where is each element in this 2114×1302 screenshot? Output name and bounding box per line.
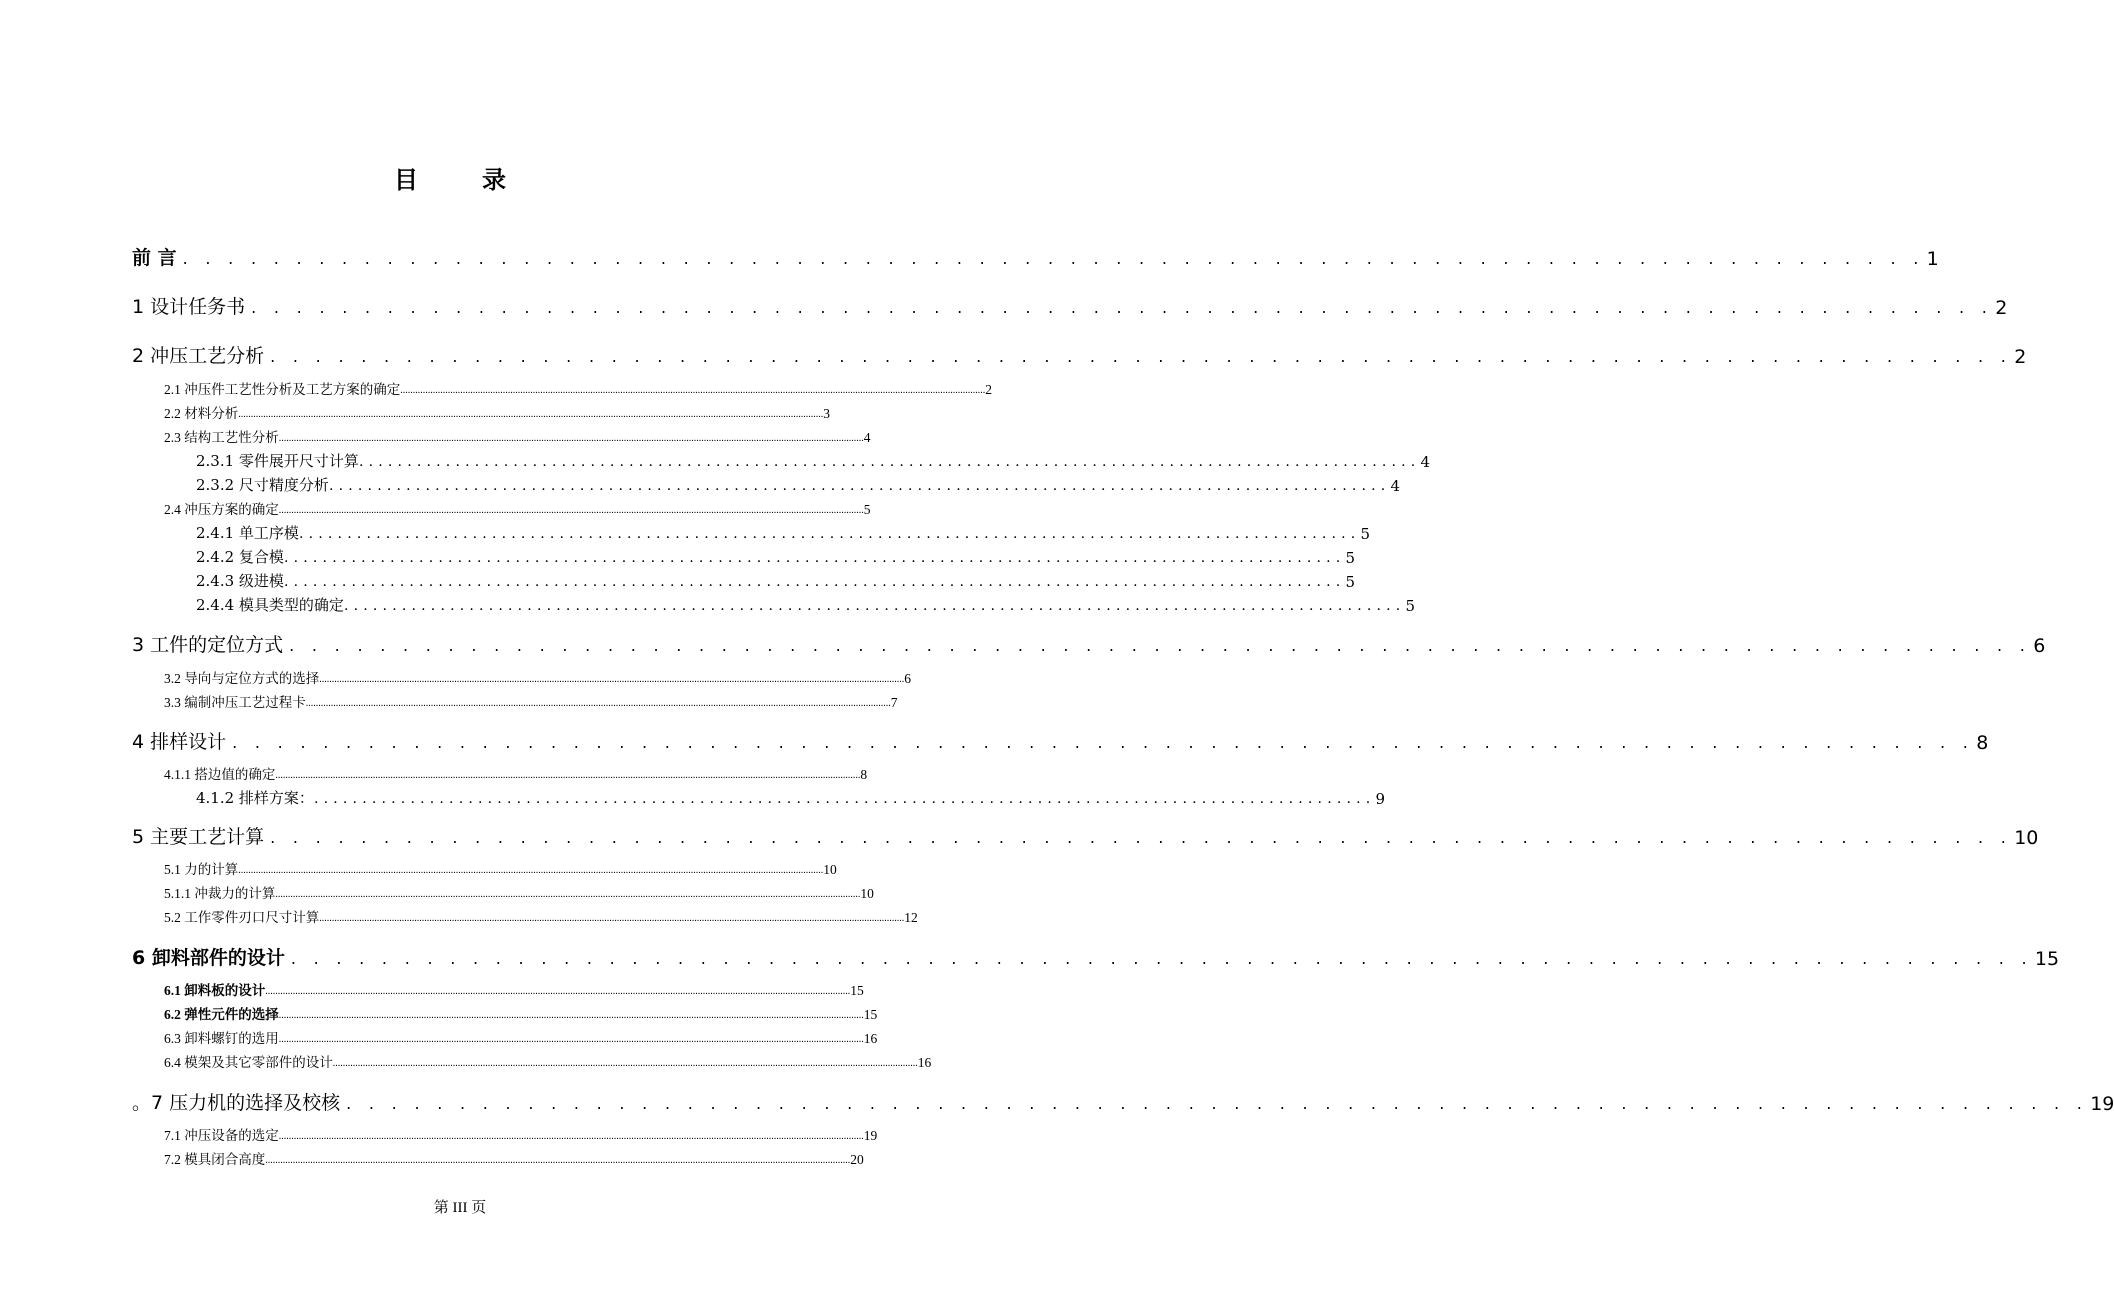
toc-entry-page: 6 <box>904 671 911 686</box>
toc-entry-page: 2 <box>1995 297 2008 319</box>
toc-entry-label: 3 工件的定位方式 <box>132 634 284 656</box>
toc-entry-label: 6.1 卸料板的设计 <box>164 983 266 998</box>
toc-entry-section-2-4[interactable] <box>164 498 871 518</box>
toc-entry-page: 5 <box>1405 597 1416 615</box>
dot-leader: .............................................................................................................. <box>358 454 1421 470</box>
toc-entry-section-5-2[interactable] <box>164 906 918 926</box>
toc-entry-section-3-2[interactable] <box>164 667 911 687</box>
dot-leader: .......................................................................................................................................................................................................................................... <box>278 1034 864 1045</box>
toc-entry-label: 2.2 材料分析 <box>164 406 239 421</box>
toc-entry-label: 前 言 <box>132 247 177 269</box>
toc-entry-label: 2.4.2 复合模 <box>196 548 284 566</box>
toc-entry-page: 7 <box>890 695 898 710</box>
toc-entry-section-4-1-1[interactable] <box>164 763 868 783</box>
toc-entry-label: 2.3 结构工艺性分析 <box>164 430 279 445</box>
toc-entry-subsection-2-4-1[interactable] <box>196 521 1371 543</box>
toc-entry-preface[interactable] <box>132 240 1939 270</box>
toc-entry-section-6-4[interactable] <box>164 1051 932 1071</box>
toc-entry-page: 5 <box>863 502 871 517</box>
toc-entry-page: 2 <box>985 382 992 397</box>
dot-leader: . . . . . . . . . . . . . . . . . . . . . . . . . . . . . . . . . . . . . . . . . . . . . . . . . . . . . . . . . . . . . . . . . . . . . . . . . . . . . <box>232 733 1975 752</box>
toc-entry-label: 5 主要工艺计算 <box>132 826 265 848</box>
toc-entry-label: 2.4 冲压方案的确定 <box>164 502 279 517</box>
toc-entry-section-6-2[interactable] <box>164 1003 878 1023</box>
toc-entry-page: 16 <box>917 1055 932 1070</box>
dot-leader: .......................................................................................................................................................................................................................................... <box>319 674 905 685</box>
toc-entry-page: 5 <box>1345 549 1356 567</box>
toc-entry-label: 4.1.2 排样方案： <box>196 789 314 807</box>
toc-entry-section-5-1-1[interactable] <box>164 882 874 902</box>
toc-entry-label: 7.2 模具闭合高度 <box>164 1152 266 1167</box>
toc-entry-label: 6.4 模架及其它零部件的设计 <box>164 1055 333 1070</box>
dot-leader: .......................................................................................................................................................................................................................................... <box>238 409 824 420</box>
toc-entry-page: 19 <box>863 1128 878 1143</box>
dot-leader: .............................................................................................................. <box>313 791 1376 807</box>
toc-entry-label: 7.1 冲压设备的选定 <box>164 1128 279 1143</box>
toc-entry-page: 10 <box>860 886 874 901</box>
toc-entry-page: 8 <box>860 767 868 782</box>
toc-entry-label: 2 冲压工艺分析 <box>132 345 265 367</box>
toc-entry-page: 5 <box>1345 573 1356 591</box>
toc-entry-label: 2.4.4 模具类型的确定 <box>196 596 344 614</box>
toc-entry-page: 15 <box>2034 948 2060 970</box>
dot-leader: .......................................................................................................................................................................................................................................... <box>278 505 864 516</box>
dot-leader: .......................................................................................................................................................................................................................................... <box>265 986 851 997</box>
toc-entry-label: 5.1.1 冲裁力的计算 <box>164 886 276 901</box>
toc-entry-section-2-3[interactable] <box>164 426 871 446</box>
toc-entry-page: 5 <box>1360 525 1371 543</box>
toc-entry-label: 2.1 冲压件工艺性分析及工艺方案的确定 <box>164 382 401 397</box>
dot-leader: .......................................................................................................................................................................................................................................... <box>278 433 864 444</box>
toc-entry-label: 6.3 卸料螺钉的选用 <box>164 1031 279 1046</box>
toc-entry-section-6-1[interactable] <box>164 979 864 999</box>
dot-leader: .............................................................................................................. <box>283 550 1346 566</box>
page-title: 目 录 <box>394 166 526 194</box>
toc-entry-label: 6 卸料部件的设计 <box>132 947 285 969</box>
dot-leader: .......................................................................................................................................................................................................................................... <box>265 1155 851 1166</box>
toc-entry-page: 1 <box>1926 248 1939 270</box>
toc-entry-page: 16 <box>863 1031 878 1046</box>
toc-entry-section-7-2[interactable] <box>164 1148 864 1168</box>
toc-entry-section-5-1[interactable] <box>164 858 837 878</box>
toc-entry-label: 2.4.1 单工序模 <box>196 524 299 542</box>
toc-entry-page: 20 <box>850 1152 864 1167</box>
toc-entry-page: 4 <box>1390 477 1401 495</box>
toc-entry-page: 8 <box>1976 732 1989 754</box>
toc-entry-page: 4 <box>1420 453 1431 471</box>
toc-entry-page: 3 <box>823 406 830 421</box>
toc-entry-section-6-3[interactable] <box>164 1027 878 1047</box>
toc-entry-subsection-2-3-2[interactable] <box>196 473 1401 495</box>
toc-entry-chapter-2[interactable] <box>132 338 2027 368</box>
dot-leader: .......................................................................................................................................................................................................................................... <box>278 1131 864 1142</box>
toc-entry-page: 9 <box>1375 790 1386 808</box>
dot-leader: . . . . . . . . . . . . . . . . . . . . . . . . . . . . . . . . . . . . . . . . . . . . . . . . . . . . . . . . . . . . . . . . . . . . . . . . . . . . . <box>251 298 1994 317</box>
toc-entry-page: 15 <box>863 1007 878 1022</box>
toc-entry-chapter-1[interactable] <box>132 289 2008 319</box>
toc-entry-chapter-6[interactable] <box>132 940 2060 970</box>
dot-leader: .......................................................................................................................................................................................................................................... <box>278 1010 864 1021</box>
toc-entry-chapter-3[interactable] <box>132 627 2046 657</box>
toc-entry-subsection-2-4-2[interactable] <box>196 545 1356 567</box>
toc-entry-page: 10 <box>2014 827 2039 849</box>
toc-entry-label: 6.2 弹性元件的选择 <box>164 1007 279 1022</box>
dot-leader: . . . . . . . . . . . . . . . . . . . . . . . . . . . . . . . . . . . . . . . . . . . . . . . . . . . . . . . . . . . . . . . . . . . . . . . . . . . . . <box>290 949 2033 968</box>
toc-entry-label: 2.3.1 零件展开尺寸计算 <box>196 452 359 470</box>
toc-entry-page: 15 <box>850 983 864 998</box>
dot-leader: . . . . . . . . . . . . . . . . . . . . . . . . . . . . . . . . . . . . . . . . . . . . . . . . . . . . . . . . . . . . . . . . . . . . . . . . . . . . . <box>182 249 1925 268</box>
toc-entry-page: 2 <box>2014 346 2027 368</box>
dot-leader: .............................................................................................................. <box>298 526 1361 542</box>
toc-entry-label: 5.2 工作零件刃口尺寸计算 <box>164 910 320 925</box>
toc-entry-chapter-4[interactable] <box>132 724 1989 754</box>
dot-leader: . . . . . . . . . . . . . . . . . . . . . . . . . . . . . . . . . . . . . . . . . . . . . . . . . . . . . . . . . . . . . . . . . . . . . . . . . . . . . <box>346 1094 2089 1113</box>
dot-leader: . . . . . . . . . . . . . . . . . . . . . . . . . . . . . . . . . . . . . . . . . . . . . . . . . . . . . . . . . . . . . . . . . . . . . . . . . . . . . <box>270 828 2013 847</box>
toc-entry-label: 2.4.3 级进模 <box>196 572 284 590</box>
dot-leader: .............................................................................................................. <box>328 478 1391 494</box>
dot-leader: .......................................................................................................................................................................................................................................... <box>305 698 891 709</box>
dot-leader: . . . . . . . . . . . . . . . . . . . . . . . . . . . . . . . . . . . . . . . . . . . . . . . . . . . . . . . . . . . . . . . . . . . . . . . . . . . . . <box>289 636 2032 655</box>
dot-leader: .......................................................................................................................................................................................................................................... <box>275 770 861 781</box>
toc-entry-section-2-2[interactable] <box>164 402 830 422</box>
dot-leader: .............................................................................................................. <box>283 574 1346 590</box>
dot-leader: . . . . . . . . . . . . . . . . . . . . . . . . . . . . . . . . . . . . . . . . . . . . . . . . . . . . . . . . . . . . . . . . . . . . . . . . . . . . . <box>270 347 2013 366</box>
toc-entry-page: 10 <box>823 862 837 877</box>
toc-entry-section-7-1[interactable] <box>164 1124 878 1144</box>
toc-entry-subsection-2-4-3[interactable] <box>196 569 1356 591</box>
toc-entry-page: 12 <box>904 910 918 925</box>
toc-entry-chapter-5[interactable] <box>132 819 2039 849</box>
page-number-footer: 第 III 页 <box>433 1200 487 1216</box>
toc-entry-label: 4.1.1 搭边值的确定 <box>164 767 276 782</box>
toc-entry-subsection-2-4-4[interactable] <box>196 593 1416 615</box>
toc-entry-subsection-4-1-2[interactable] <box>196 786 1386 808</box>
dot-leader: .......................................................................................................................................................................................................................................... <box>400 385 986 396</box>
dot-leader: .......................................................................................................................................................................................................................................... <box>332 1058 918 1069</box>
dot-leader: .......................................................................................................................................................................................................................................... <box>319 913 905 924</box>
toc-entry-page: 4 <box>863 430 871 445</box>
toc-entry-page: 6 <box>2033 635 2046 657</box>
toc-entry-label: 2.3.2 尺寸精度分析 <box>196 476 329 494</box>
toc-entry-chapter-7[interactable] <box>132 1085 2114 1115</box>
dot-leader: .......................................................................................................................................................................................................................................... <box>275 889 861 900</box>
dot-leader: .......................................................................................................................................................................................................................................... <box>238 865 824 876</box>
toc-entry-label: 4 排样设计 <box>132 731 227 753</box>
toc-entry-label: 1 设计任务书 <box>132 296 246 318</box>
toc-entry-subsection-2-3-1[interactable] <box>196 449 1431 471</box>
toc-entry-label: 。7 压力机的选择及校核 <box>132 1092 341 1114</box>
toc-entry-label: 3.3 编制冲压工艺过程卡 <box>164 695 306 710</box>
toc-entry-label: 3.2 导向与定位方式的选择 <box>164 671 320 686</box>
dot-leader: .............................................................................................................. <box>343 598 1406 614</box>
toc-entry-page: 19 <box>2090 1093 2114 1115</box>
toc-entry-section-2-1[interactable] <box>164 378 992 398</box>
toc-entry-section-3-3[interactable] <box>164 691 898 711</box>
toc-entry-label: 5.1 力的计算 <box>164 862 239 877</box>
